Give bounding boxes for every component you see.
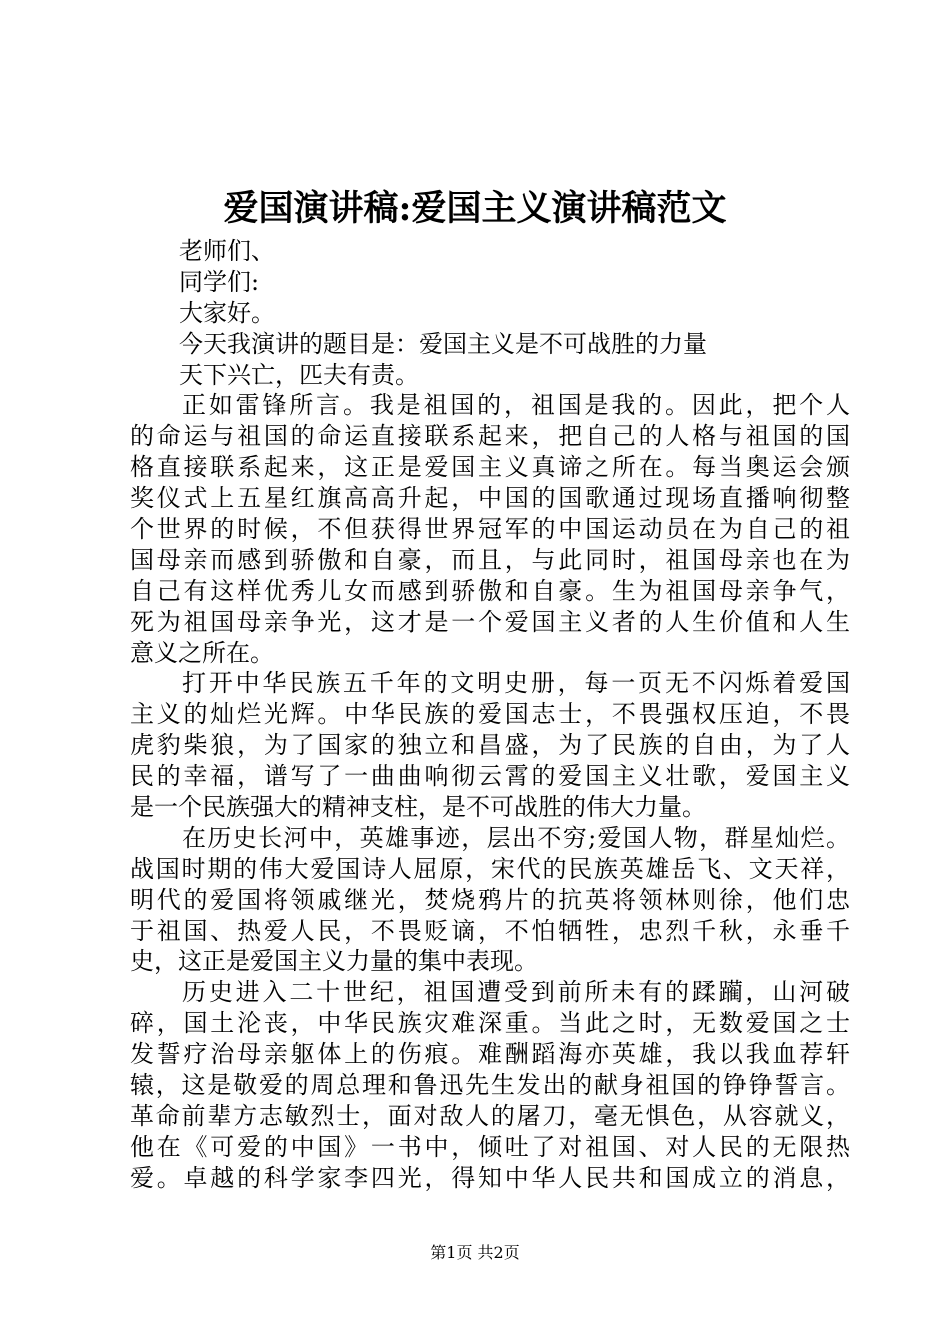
paragraph-line: 主义的灿烂光辉。中华民族的爱国志士，不畏强权压迫，不畏 xyxy=(130,700,850,729)
paragraph-line: 在历史长河中，英雄事迹，层出不穷;爱国人物，群星灿烂。 xyxy=(182,823,850,852)
paragraph xyxy=(130,977,850,1193)
paragraph-line: 格直接联系起来，这正是爱国主义真谛之所在。每当奥运会颁 xyxy=(130,453,850,482)
paragraph-line: 史，这正是爱国主义力量的集中表现。 xyxy=(130,947,538,976)
paragraph-line: 个世界的时候，不但获得世界冠军的中国运动员在为自己的祖 xyxy=(130,515,850,544)
paragraph-line: 革命前辈方志敏烈士，面对敌人的屠刀，毫无惧色，从容就义， xyxy=(130,1101,850,1130)
greeting-line: 同学们: xyxy=(179,267,260,296)
document-body xyxy=(130,236,850,1194)
paragraph-line: 正如雷锋所言。我是祖国的，祖国是我的。因此，把个人 xyxy=(182,391,850,420)
paragraph-line: 爱。卓越的科学家李四光，得知中华人民共和国成立的消息， xyxy=(130,1163,850,1192)
paragraph xyxy=(130,823,850,977)
paragraph-line: 自己有这样优秀儿女而感到骄傲和自豪。生为祖国母亲争气， xyxy=(130,576,850,605)
paragraph-line: 于祖国、热爱人民，不畏贬谪，不怕牺牲，忠烈千秋，永垂千 xyxy=(130,916,850,945)
document-title: 爱国演讲稿:爱国主义演讲稿范文 xyxy=(223,188,727,229)
paragraph-line: 虎豹柴狼，为了国家的独立和昌盛，为了民族的自由，为了人 xyxy=(130,731,850,760)
paragraph xyxy=(130,390,850,668)
greeting-line: 老师们、 xyxy=(179,237,275,265)
paragraph-line: 打开中华民族五千年的文明史册，每一页无不闪烁着爱国 xyxy=(182,669,850,698)
paragraph-line: 历史进入二十世纪，祖国遭受到前所未有的蹂躏，山河破 xyxy=(182,978,850,1007)
paragraph-line: 的命运与祖国的命运直接联系起来，把自己的人格与祖国的国 xyxy=(130,422,850,451)
paragraph-line: 是一个民族强大的精神支柱，是不可战胜的伟大力量。 xyxy=(130,793,706,822)
paragraph-line: 死为祖国母亲争光，这才是一个爱国主义者的人生价值和人生 xyxy=(130,607,850,636)
paragraph-line: 碎，国土沦丧，中华民族灾难深重。当此之时，无数爱国之士 xyxy=(130,1009,850,1038)
paragraph-line: 国母亲而感到骄傲和自豪，而且，与此同时，祖国母亲也在为 xyxy=(130,545,850,574)
paragraph-line: 奖仪式上五星红旗高高升起，中国的国歌通过现场直播响彻整 xyxy=(130,484,850,513)
greeting-line: 今天我演讲的题目是：爱国主义是不可战胜的力量 xyxy=(179,329,707,358)
paragraph-line: 民的幸福，谱写了一曲曲响彻云霄的爱国主义壮歌，爱国主义 xyxy=(130,762,850,791)
paragraph-line: 发誓疗治母亲躯体上的伤痕。难酬蹈海亦英雄，我以我血荐轩 xyxy=(130,1040,850,1069)
paragraph-line: 意义之所在。 xyxy=(130,638,274,667)
page-number: 第1页 共2页 xyxy=(430,1243,520,1262)
greeting-line: 大家好。 xyxy=(179,298,275,327)
paragraph xyxy=(130,668,850,822)
paragraph-line: 战国时期的伟大爱国诗人屈原，宋代的民族英雄岳飞、文天祥， xyxy=(130,854,850,883)
paragraph-line: 他在《可爱的中国》一书中，倾吐了对祖国、对人民的无限热 xyxy=(130,1132,850,1161)
paragraph-line: 辕，这是敬爱的周总理和鲁迅先生发出的献身祖国的铮铮誓言。 xyxy=(130,1071,850,1100)
greeting-line: 天下兴亡，匹夫有责。 xyxy=(179,360,419,389)
paragraph-line: 明代的爱国将领戚继光，焚烧鸦片的抗英将领林则徐，他们忠 xyxy=(130,885,850,914)
